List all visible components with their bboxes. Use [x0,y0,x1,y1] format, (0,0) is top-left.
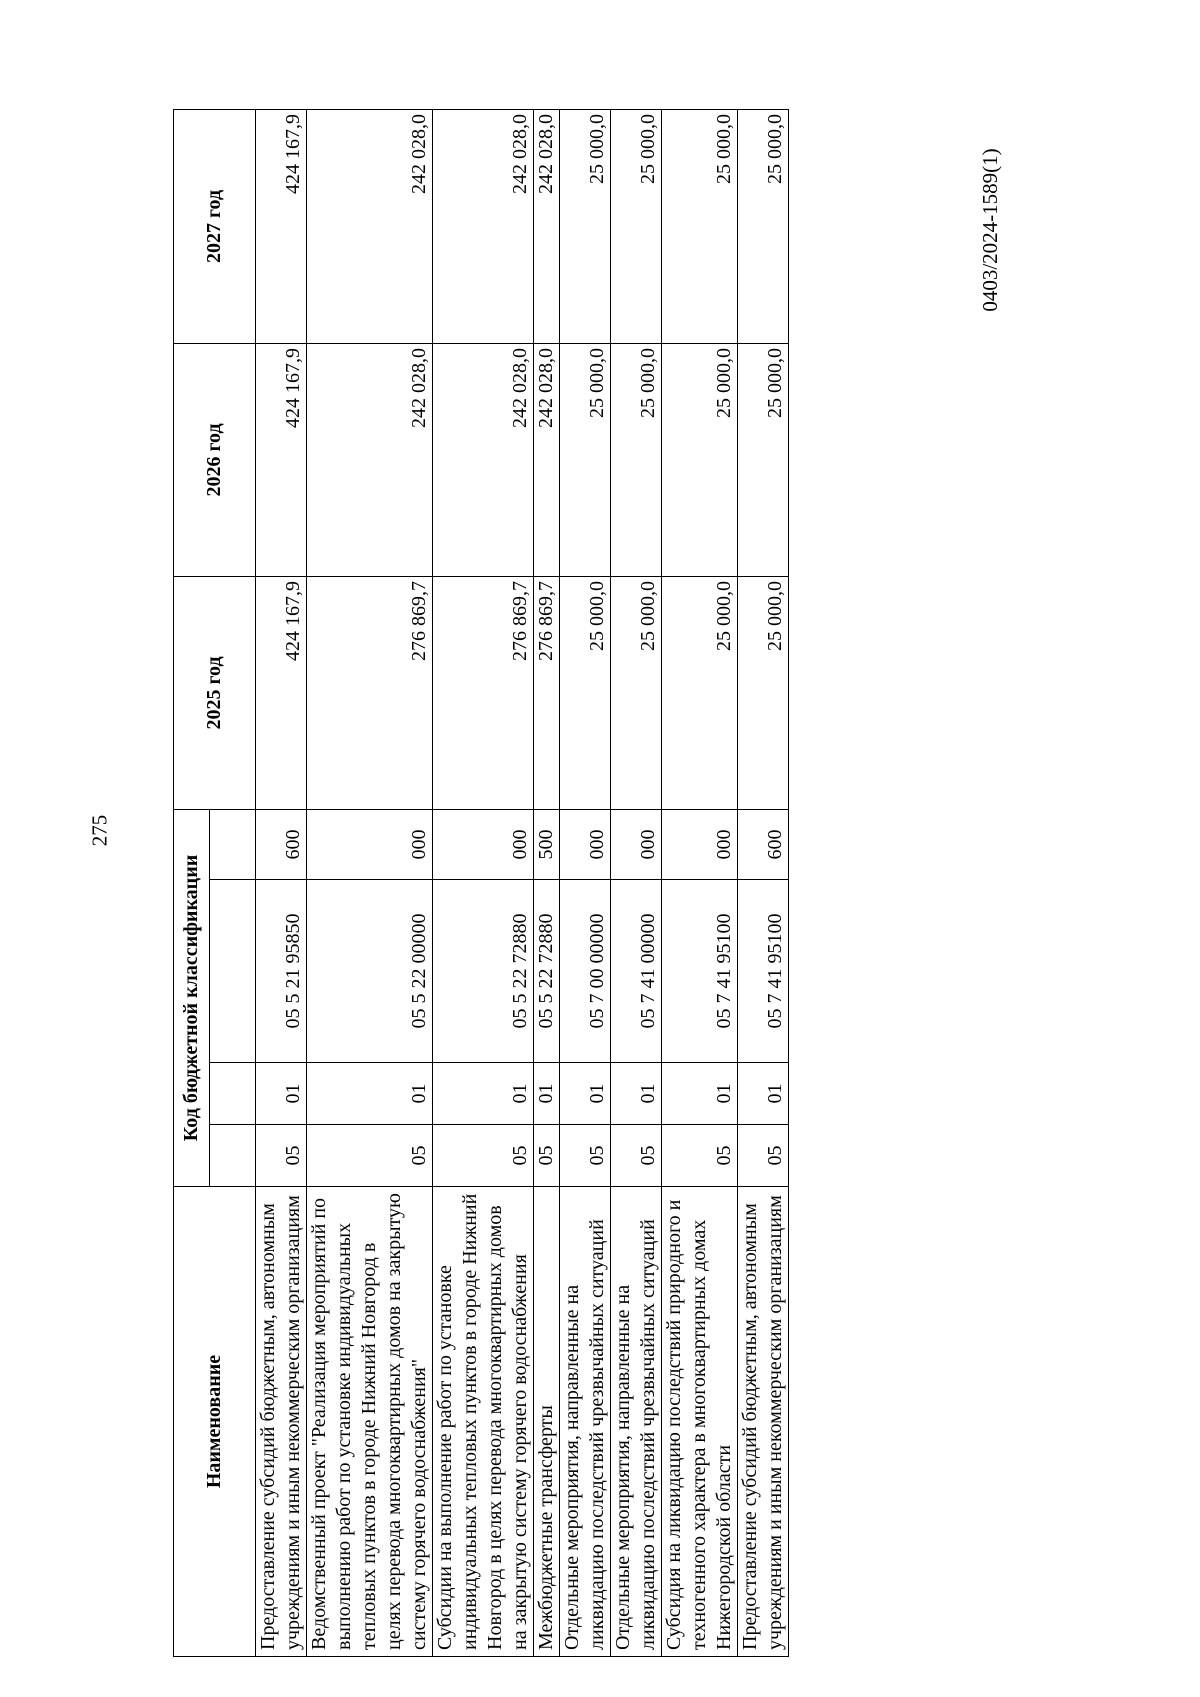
code-type: 000 [662,809,738,879]
subheader-empty [210,880,256,1063]
header-classification: Код бюджетной классификации [174,809,210,1186]
value-2025: 276 869,7 [307,576,433,809]
code-section: 05 [611,1125,662,1187]
value-2026: 424 167,9 [256,343,307,576]
code-subsection: 01 [560,1063,611,1125]
value-2026: 242 028,0 [534,343,560,576]
code-section: 05 [534,1125,560,1187]
value-2026: 242 028,0 [433,343,534,576]
code-subsection: 01 [738,1063,789,1125]
value-2026: 25 000,0 [560,343,611,576]
value-2026: 25 000,0 [662,343,738,576]
table-row [256,109,307,1656]
code-section: 05 [662,1125,738,1187]
code-target: 05 7 00 00000 [560,880,611,1063]
code-section: 05 [738,1125,789,1187]
code-type: 600 [256,809,307,879]
code-type: 000 [611,809,662,879]
value-2026: 25 000,0 [738,343,789,576]
value-2027: 25 000,0 [662,109,738,343]
code-target: 05 5 22 72880 [433,880,534,1063]
value-2027: 25 000,0 [738,109,789,343]
code-section: 05 [433,1125,534,1187]
row-name: Предоставление субсидий бюджетным, автономным учреждениям и иным некоммерческим организациям [256,1187,307,1657]
code-subsection: 01 [307,1063,433,1125]
value-2027: 424 167,9 [256,109,307,343]
code-type: 000 [560,809,611,879]
code-type: 000 [307,809,433,879]
table-row [307,109,433,1656]
table-row [662,109,738,1656]
code-target: 05 7 41 95100 [738,880,789,1063]
code-target: 05 7 41 95100 [662,880,738,1063]
row-name: Отдельные мероприятия, направленные на ликвидацию последствий чрезвычайных ситуаций [611,1187,662,1657]
row-name: Предоставление субсидий бюджетным, автономным учреждениям и иным некоммерческим организациям [738,1187,789,1657]
code-section: 05 [256,1125,307,1187]
value-2027: 25 000,0 [611,109,662,343]
row-name: Субсидия на ликвидацию последствий природного и техногенного характера в многоквартирных домах Нижегородской области [662,1187,738,1657]
header-name: Наименование [174,1187,256,1657]
code-subsection: 01 [611,1063,662,1125]
value-2025: 276 869,7 [534,576,560,809]
table-row [433,109,534,1656]
row-name: Отдельные мероприятия, направленные на ликвидацию последствий чрезвычайных ситуаций [560,1187,611,1657]
document-code: 0403/2024-1589(1) [978,148,1002,312]
value-2026: 242 028,0 [307,343,433,576]
budget-table-container [173,110,1071,1657]
table-row [738,109,789,1656]
page-number: 275 [87,814,112,847]
value-2027: 25 000,0 [560,109,611,343]
subheader-empty [210,1063,256,1125]
table-header-row [174,109,210,1656]
value-2025: 25 000,0 [560,576,611,809]
code-target: 05 5 22 00000 [307,880,433,1063]
code-subsection: 01 [433,1063,534,1125]
code-subsection: 01 [256,1063,307,1125]
value-2027: 242 028,0 [534,109,560,343]
subheader-empty [210,809,256,879]
value-2025: 424 167,9 [256,576,307,809]
row-name: Ведомственный проект "Реализация мероприятий по выполнению работ по установке индивидуальных тепловых пунктов в городе Нижний Новгород в целях перевода многоквартирных домов на закрытую систему горячего водоснабжения" [307,1187,433,1657]
value-2025: 276 869,7 [433,576,534,809]
budget-table [173,109,789,1657]
header-2026: 2026 год [174,343,256,576]
header-2025: 2025 год [174,576,256,809]
code-section: 05 [560,1125,611,1187]
row-name: Межбюджетные трансферты [534,1187,560,1657]
code-subsection: 01 [534,1063,560,1125]
value-2027: 242 028,0 [433,109,534,343]
row-name: Субсидии на выполнение работ по установке индивидуальных тепловых пунктов в городе Нижний Новгород в целях перевода многоквартирных домов на закрытую систему горячего водоснабжения [433,1187,534,1657]
value-2025: 25 000,0 [738,576,789,809]
table-row [534,109,560,1656]
value-2026: 25 000,0 [611,343,662,576]
code-target: 05 5 21 95850 [256,880,307,1063]
value-2025: 25 000,0 [611,576,662,809]
code-section: 05 [307,1125,433,1187]
code-type: 500 [534,809,560,879]
code-target: 05 5 22 72880 [534,880,560,1063]
value-2027: 242 028,0 [307,109,433,343]
value-2025: 25 000,0 [662,576,738,809]
table-row [611,109,662,1656]
code-type: 000 [433,809,534,879]
table-row [560,109,611,1656]
code-type: 600 [738,809,789,879]
code-subsection: 01 [662,1063,738,1125]
subheader-empty [210,1125,256,1187]
code-target: 05 7 41 00000 [611,880,662,1063]
header-2027: 2027 год [174,109,256,343]
